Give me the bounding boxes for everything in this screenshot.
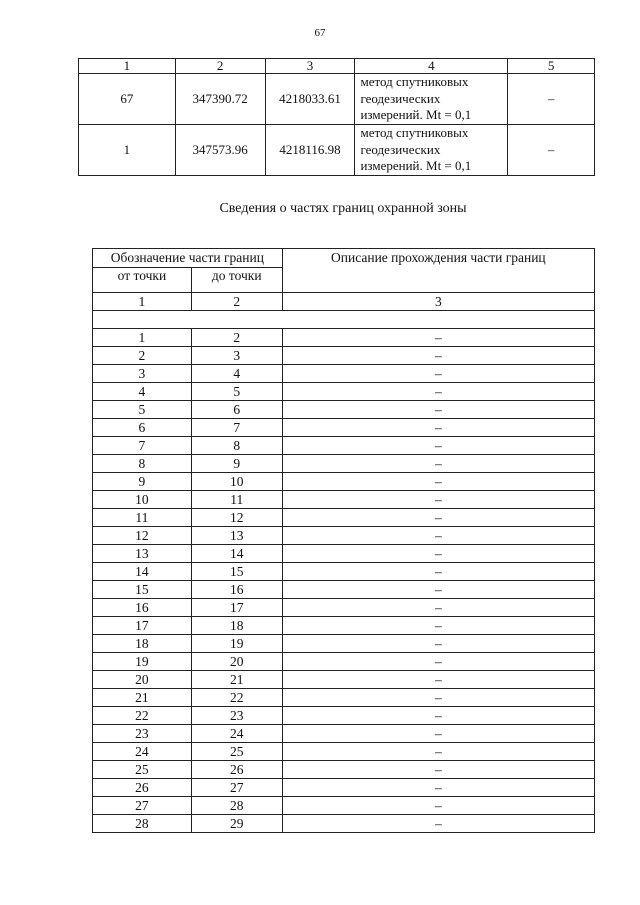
from-point: 17 — [93, 617, 192, 635]
from-point: 12 — [93, 527, 192, 545]
from-point: 20 — [93, 671, 192, 689]
numbering-row — [93, 293, 595, 311]
segment-description: – — [282, 725, 594, 743]
to-point: 6 — [191, 401, 282, 419]
table-row — [93, 347, 595, 365]
to-point: 13 — [191, 527, 282, 545]
to-point: 2 — [191, 329, 282, 347]
from-point: 16 — [93, 599, 192, 617]
method-line: геодезических — [360, 141, 441, 157]
table-header-row — [93, 249, 595, 268]
description-header: Описание прохождения части границ — [282, 249, 594, 293]
to-point: 14 — [191, 545, 282, 563]
segment-description: – — [282, 545, 594, 563]
to-point-header: до точки — [191, 268, 282, 293]
to-point: 8 — [191, 437, 282, 455]
from-point: 2 — [93, 347, 192, 365]
to-point: 26 — [191, 761, 282, 779]
to-point: 22 — [191, 689, 282, 707]
segment-description: – — [282, 383, 594, 401]
table-row — [93, 815, 595, 833]
to-point: 17 — [191, 599, 282, 617]
from-point: 22 — [93, 707, 192, 725]
segment-description: – — [282, 581, 594, 599]
table-row — [93, 383, 595, 401]
section-title: Сведения о частях границ охранной зоны — [219, 201, 467, 216]
segment-description: – — [282, 815, 594, 833]
from-point: 23 — [93, 725, 192, 743]
from-point: 25 — [93, 761, 192, 779]
segment-description: – — [282, 401, 594, 419]
table-row — [79, 74, 595, 125]
from-point: 18 — [93, 635, 192, 653]
segment-description: – — [282, 689, 594, 707]
table-row — [93, 671, 595, 689]
from-point: 11 — [93, 509, 192, 527]
to-point: 29 — [191, 815, 282, 833]
table-row — [93, 509, 595, 527]
table-row — [93, 419, 595, 437]
to-point: 27 — [191, 779, 282, 797]
from-point: 10 — [93, 491, 192, 509]
table-row — [93, 743, 595, 761]
from-point: 24 — [93, 743, 192, 761]
segment-description: – — [282, 527, 594, 545]
empty-row — [93, 311, 595, 329]
table-row — [93, 725, 595, 743]
method-description — [355, 74, 508, 125]
segment-description: – — [282, 473, 594, 491]
to-point: 21 — [191, 671, 282, 689]
table-row — [93, 617, 595, 635]
from-point: 3 — [93, 365, 192, 383]
table-row — [93, 689, 595, 707]
from-point: 9 — [93, 473, 192, 491]
from-point: 27 — [93, 797, 192, 815]
table-row — [93, 401, 595, 419]
from-point: 13 — [93, 545, 192, 563]
segment-description: – — [282, 761, 594, 779]
table-row — [93, 761, 595, 779]
table-row — [93, 491, 595, 509]
table-row — [93, 365, 595, 383]
from-point: 21 — [93, 689, 192, 707]
from-point: 5 — [93, 401, 192, 419]
to-point: 5 — [191, 383, 282, 401]
segment-description: – — [282, 797, 594, 815]
from-point: 1 — [93, 329, 192, 347]
from-point: 28 — [93, 815, 192, 833]
segment-description: – — [282, 365, 594, 383]
coordinate-x: 347390.72 — [175, 74, 265, 125]
segment-description: – — [282, 653, 594, 671]
point-number: 67 — [79, 74, 176, 125]
note: – — [508, 125, 595, 176]
segments-body — [93, 329, 595, 833]
from-point: 6 — [93, 419, 192, 437]
column-number: 2 — [175, 59, 265, 74]
to-point: 23 — [191, 707, 282, 725]
segment-description: – — [282, 779, 594, 797]
table-row — [93, 797, 595, 815]
segment-description: – — [282, 329, 594, 347]
from-point: 4 — [93, 383, 192, 401]
segment-description: – — [282, 419, 594, 437]
from-point: 19 — [93, 653, 192, 671]
column-number: 4 — [355, 59, 508, 74]
segment-description: – — [282, 509, 594, 527]
to-point: 18 — [191, 617, 282, 635]
table-row — [93, 329, 595, 347]
segment-description: – — [282, 707, 594, 725]
to-point: 9 — [191, 455, 282, 473]
table-row — [93, 653, 595, 671]
to-point: 7 — [191, 419, 282, 437]
to-point: 11 — [191, 491, 282, 509]
table-row — [93, 707, 595, 725]
coordinate-y: 4218033.61 — [265, 74, 355, 125]
table-row — [93, 635, 595, 653]
table-row — [93, 455, 595, 473]
table-row — [93, 437, 595, 455]
column-number: 3 — [265, 59, 355, 74]
coordinates-table — [78, 58, 595, 176]
table-row — [93, 779, 595, 797]
boundary-segments-table — [92, 248, 595, 833]
point-number: 1 — [79, 125, 176, 176]
group-header: Обозначение части границ — [93, 249, 283, 268]
from-point: 26 — [93, 779, 192, 797]
to-point: 25 — [191, 743, 282, 761]
segment-description: – — [282, 491, 594, 509]
method-line: геодезических — [360, 90, 441, 106]
coordinate-x: 347573.96 — [175, 125, 265, 176]
method-line: измерений. Mt = 0,1 — [360, 158, 472, 174]
coordinate-y: 4218116.98 — [265, 125, 355, 176]
segment-description: – — [282, 437, 594, 455]
from-point: 8 — [93, 455, 192, 473]
to-point: 20 — [191, 653, 282, 671]
column-number: 2 — [191, 293, 282, 311]
segment-description: – — [282, 599, 594, 617]
to-point: 3 — [191, 347, 282, 365]
to-point: 19 — [191, 635, 282, 653]
method-description — [355, 125, 508, 176]
to-point: 4 — [191, 365, 282, 383]
table-header-row — [79, 59, 595, 74]
segment-description: – — [282, 635, 594, 653]
segment-description: – — [282, 563, 594, 581]
table-row — [93, 581, 595, 599]
table-row — [79, 125, 595, 176]
to-point: 28 — [191, 797, 282, 815]
column-number: 3 — [282, 293, 594, 311]
to-point: 10 — [191, 473, 282, 491]
segment-description: – — [282, 671, 594, 689]
column-number: 5 — [508, 59, 595, 74]
column-number: 1 — [79, 59, 176, 74]
to-point: 12 — [191, 509, 282, 527]
to-point: 15 — [191, 563, 282, 581]
table-row — [93, 599, 595, 617]
table-row — [93, 473, 595, 491]
segment-description: – — [282, 455, 594, 473]
table-row — [93, 545, 595, 563]
method-line: метод спутниковых — [360, 74, 469, 90]
to-point: 24 — [191, 725, 282, 743]
segment-description: – — [282, 347, 594, 365]
from-point: 14 — [93, 563, 192, 581]
empty-cell — [93, 311, 595, 329]
segment-description: – — [282, 617, 594, 635]
note: – — [508, 74, 595, 125]
segment-description: – — [282, 743, 594, 761]
from-point: 7 — [93, 437, 192, 455]
method-line: измерений. Mt = 0,1 — [360, 107, 472, 123]
from-point-header: от точки — [93, 268, 192, 293]
page-number: 67 — [314, 27, 326, 39]
method-line: метод спутниковых — [360, 125, 469, 141]
to-point: 16 — [191, 581, 282, 599]
column-number: 1 — [93, 293, 192, 311]
from-point: 15 — [93, 581, 192, 599]
table-row — [93, 527, 595, 545]
table-row — [93, 563, 595, 581]
